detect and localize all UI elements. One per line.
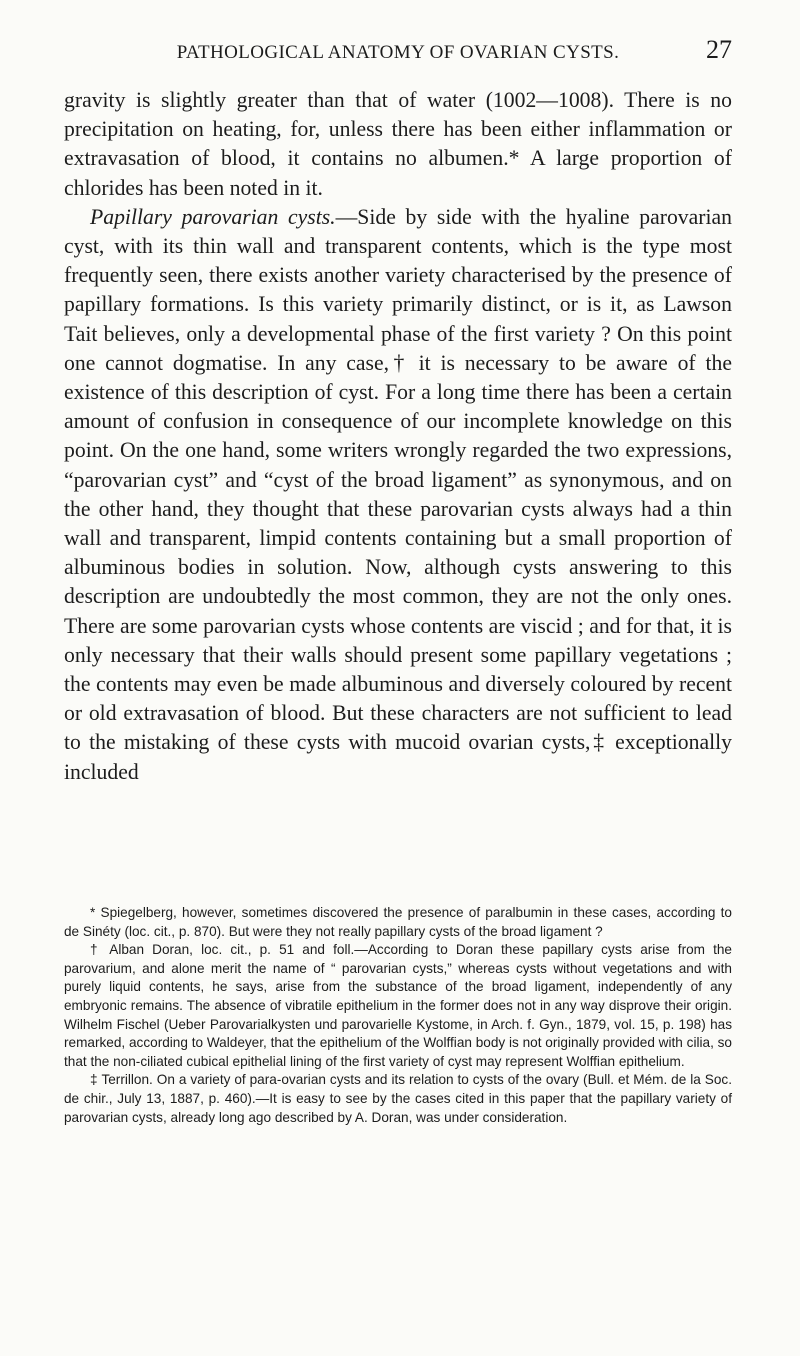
footnote-3: ‡ Terrillon. On a variety of para-ovarian cysts and its relation to cysts of the ovary (Bull. et Mém. de la Soc. de chir., July 13, 1887, p. 460).—It is easy to see by the cases cited in this paper that the papillary variety of parovarian cysts, already long ago described by A. Doran, was under consideration. — [64, 1072, 732, 1125]
page-header — [64, 35, 732, 78]
running-title: PATHOLOGICAL ANATOMY OF OVARIAN CYSTS. — [176, 42, 620, 63]
paragraph-2-text: —Side by side with the hyaline parovarian cyst, with its thin wall and transparent contents, which is the type most frequently seen, there exists another variety characterised by the presence of papillary formations. Is this variety primarily distinct, or is it, as Lawson Tait believes, only a developmental phase of the first variety ? On this point one cannot dogmatise. In any case,† it is necessary to be aware of the existence of this description of cyst. For a long time there has been a certain amount of confusion in consequence of our incomplete knowledge on this point. On the one hand, some writers wrongly regarded the two expressions, “parovarian cyst” and “cyst of the broad ligament” as synonymous, and on the other hand, they thought that these parovarian cysts always had a thin wall and transparent, limpid contents containing but a small proportion of albuminous bodies in solution. Now, although cysts answering to this description are undoubtedly the most common, they are not the only ones. There are some parovarian cysts whose contents are viscid ; and for that, it is only necessary that their walls should present some papillary vegetations ; the contents may even be made albuminous and diversely coloured by recent or old extravasation of blood. But these characters are not sufficient to lead to the mistaking of these cysts with mucoid ovarian cysts,‡ exceptionally included — [64, 204, 732, 784]
paragraph-1: gravity is slightly greater than that of water (1002—1008). There is no precipitation on heating, for, unless there has been either inflammation or extravasation of blood, it contains no albumen.* A large proportion of chlorides has been noted in it. — [64, 88, 732, 200]
section-heading: Papillary parovarian cysts. — [90, 204, 336, 229]
paragraph-2 — [64, 203, 732, 787]
footnote-2: † Alban Doran, loc. cit., p. 51 and foll.—According to Doran these papillary cysts arise from the parovarium, and alone merit the name of “ parovarian cysts,” whereas cysts without vegetations and with purely liquid contents, he says, arise from the substance of the broad ligament, independently of any embryonic remains. The absence of vibratile epithelium in the former does not in any way disprove their origin. Wilhelm Fischel (Ueber Parovarialkysten und parovarielle Kystome, in Arch. f. Gyn., 1879, vol. 15, p. 198) has remarked, according to Waldeyer, that the epithelium of the Wolffian body is not originally provided with cilia, so that the non-ciliated cubical epithelial lining of the first variety of cyst may represent Wolffian epithelium. — [64, 942, 732, 1069]
footnotes — [64, 904, 732, 1127]
footnote-1: * Spiegelberg, however, sometimes discovered the presence of paralbumin in these cases, according to de Sinéty (loc. cit., p. 870). But were they not really papillary cysts of the broad ligament ? — [64, 905, 732, 939]
page-number: 27 — [706, 35, 732, 64]
body-text — [64, 86, 732, 787]
